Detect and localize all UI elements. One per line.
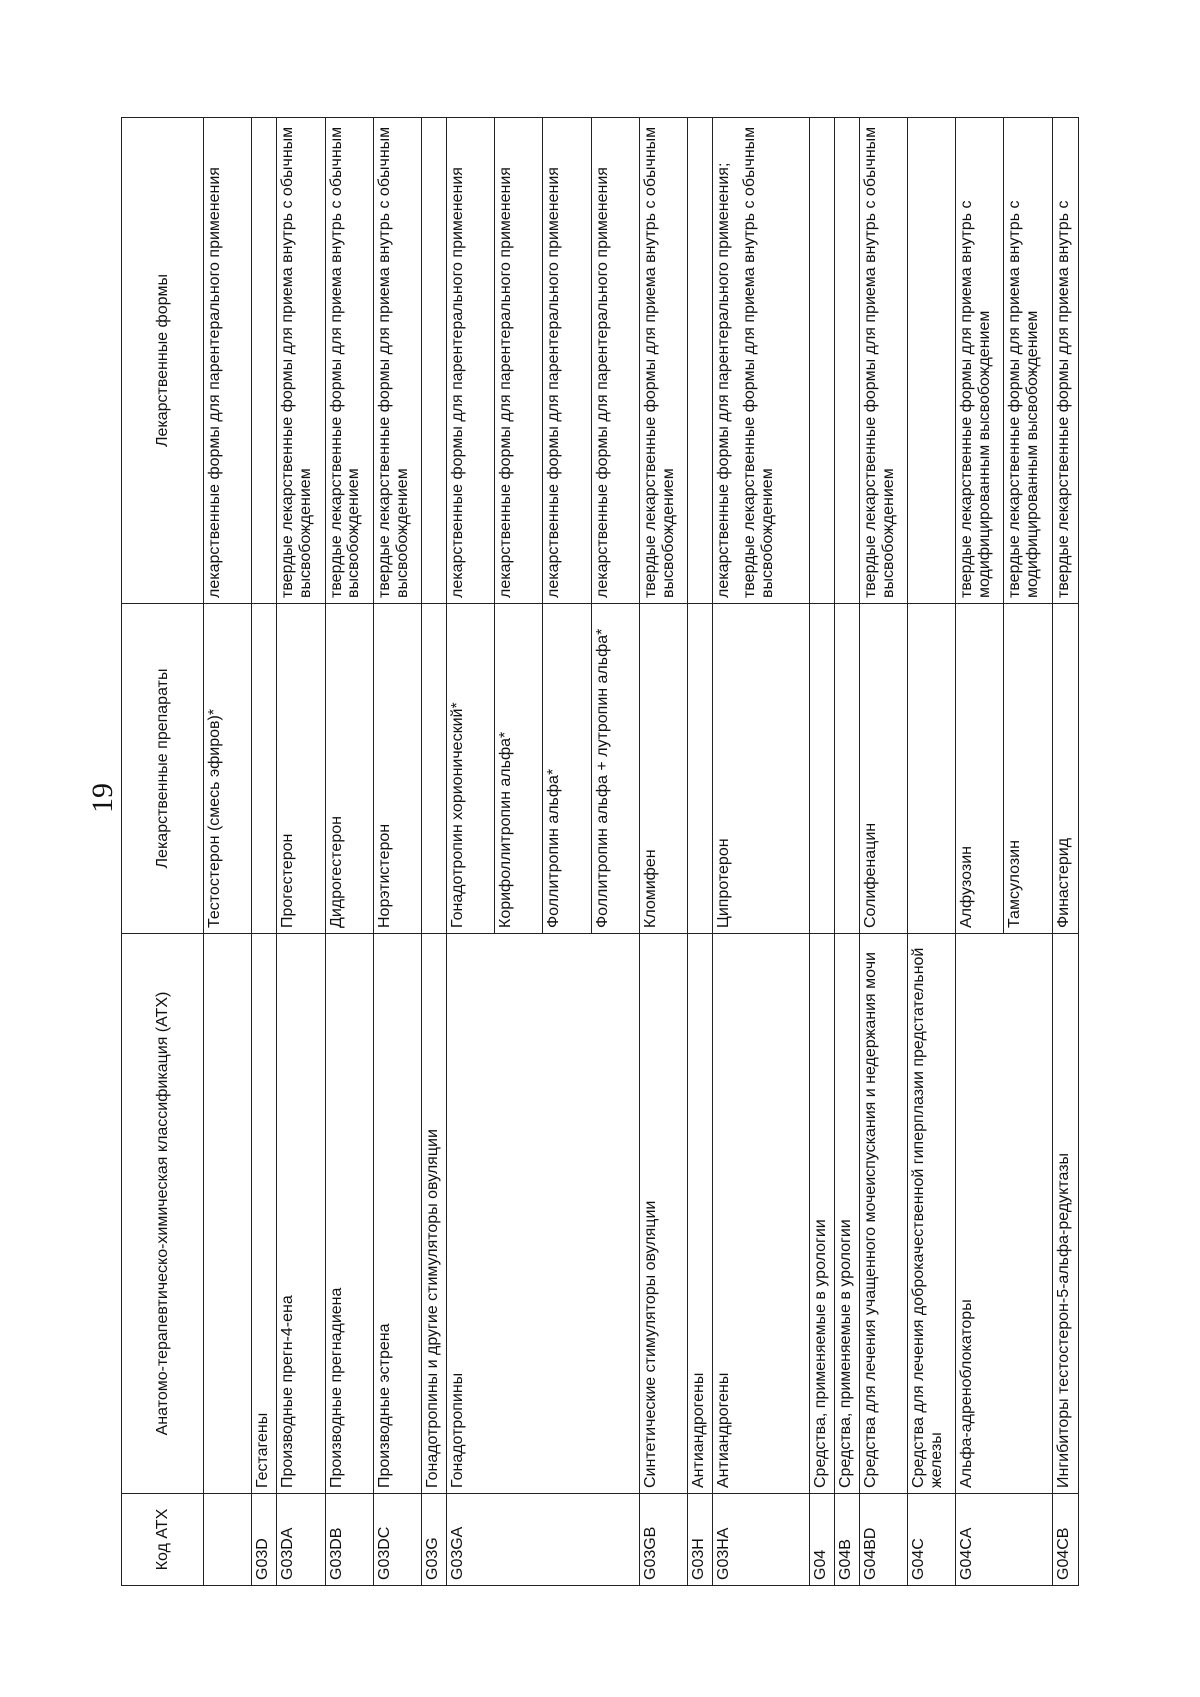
cell-form: лекарственные формы для парентерального применения	[495, 118, 543, 604]
cell-code	[204, 1494, 252, 1586]
cell-code: G03HA	[713, 1494, 809, 1586]
cell-code: G03DA	[277, 1494, 325, 1586]
cell-form: лекарственные формы для парентерального применения	[591, 118, 639, 604]
table-row	[688, 118, 713, 1586]
cell-form: лекарственные формы для парентерального применения	[543, 118, 591, 604]
table-row	[252, 118, 277, 1586]
cell-code: G03H	[688, 1494, 713, 1586]
cell-form	[907, 118, 955, 604]
cell-form-multi	[713, 118, 809, 604]
cell-code: G03GA	[447, 1494, 640, 1586]
cell-form-part-1: лекарственные формы для парентерального применения;	[715, 162, 733, 598]
drug-table	[121, 117, 1079, 1586]
cell-form: твердые лекарственные формы для приема внутрь с обычным высвобождением	[373, 118, 421, 604]
cell-atc: Производные прегн-4-ена	[277, 934, 325, 1494]
cell-form	[688, 118, 713, 604]
cell-atc: Средства, применяемые в урологии	[834, 934, 859, 1494]
cell-form	[421, 118, 446, 604]
cell-drug: Фоллитропин альфа*	[543, 604, 591, 934]
cell-code: G04B	[834, 1494, 859, 1586]
cell-code: G03D	[252, 1494, 277, 1586]
cell-atc: Средства для лечения учащенного мочеиспускания и недержания мочи	[859, 934, 907, 1494]
table-row	[277, 118, 325, 1586]
cell-atc: Средства, применяемые в урологии	[809, 934, 834, 1494]
cell-drug: Фоллитропин альфа + лутропин альфа*	[591, 604, 639, 934]
cell-code: G03G	[421, 1494, 446, 1586]
cell-atc: Антиандрогены	[688, 934, 713, 1494]
cell-drug: Солифенацин	[859, 604, 907, 934]
cell-form: лекарственные формы для парентерального применения	[447, 118, 495, 604]
cell-atc: Синтетические стимуляторы овуляции	[639, 934, 687, 1494]
cell-code: G03DC	[373, 1494, 421, 1586]
table-row	[373, 118, 421, 1586]
cell-code: G04C	[907, 1494, 955, 1586]
cell-drug	[907, 604, 955, 934]
table-row	[325, 118, 373, 1586]
cell-form: лекарственные формы для парентерального применения	[204, 118, 252, 604]
cell-atc: Гонадотропины	[447, 934, 640, 1494]
cell-atc: Средства для лечения доброкачественной гиперплазии предстательной железы	[907, 934, 955, 1494]
cell-code: G03GB	[639, 1494, 687, 1586]
cell-drug	[252, 604, 277, 934]
table-row	[639, 118, 687, 1586]
cell-code: G03DB	[325, 1494, 373, 1586]
cell-drug: Норэтистерон	[373, 604, 421, 934]
header-atc: Анатомо-терапевтическо-химическая классификация (АТХ)	[122, 934, 204, 1494]
table-row	[956, 118, 1004, 1586]
cell-code: G04CA	[956, 1494, 1052, 1586]
table-row	[859, 118, 907, 1586]
cell-atc: Гестагены	[252, 934, 277, 1494]
cell-form: твердые лекарственные формы для приема внутрь с обычным высвобождением	[325, 118, 373, 604]
cell-drug: Корифоллитропин альфа*	[495, 604, 543, 934]
table-row	[713, 118, 809, 1586]
drug-table-frame	[121, 118, 1079, 1586]
table-row	[421, 118, 446, 1586]
cell-atc: Производные прегнадиена	[325, 934, 373, 1494]
table-header-row	[122, 118, 204, 1586]
cell-drug	[688, 604, 713, 934]
cell-drug: Тестостерон (смесь эфиров)*	[204, 604, 252, 934]
cell-form: твердые лекарственные формы для приема внутрь с обычным высвобождением	[859, 118, 907, 604]
cell-atc	[204, 934, 252, 1494]
cell-atc: Ингибиторы тестостерон-5-альфа-редуктазы	[1052, 934, 1078, 1494]
table-row	[1052, 118, 1078, 1586]
header-drugs: Лекарственные препараты	[122, 604, 204, 934]
table-row	[447, 118, 495, 1586]
cell-drug	[834, 604, 859, 934]
cell-form	[252, 118, 277, 604]
cell-form-part-2: твердые лекарственные формы для приема внутрь с обычным высвобождением	[741, 126, 776, 598]
cell-atc: Антиандрогены	[713, 934, 809, 1494]
cell-atc: Производные эстрена	[373, 934, 421, 1494]
cell-form: твердые лекарственные формы для приема внутрь с модифицированным высвобождением	[1004, 118, 1052, 604]
cell-atc: Альфа-адреноблокаторы	[956, 934, 1052, 1494]
cell-drug: Финастерид	[1052, 604, 1078, 934]
table-row	[204, 118, 252, 1586]
cell-form	[834, 118, 859, 604]
cell-drug: Тамсулозин	[1004, 604, 1052, 934]
cell-code: G04BD	[859, 1494, 907, 1586]
cell-code: G04	[809, 1494, 834, 1586]
cell-drug: Ципротерон	[713, 604, 809, 934]
cell-form	[809, 118, 834, 604]
cell-drug: Кломифен	[639, 604, 687, 934]
cell-drug: Дидрогестерон	[325, 604, 373, 934]
cell-form: твердые лекарственные формы для приема внутрь с модифицированным высвобождением	[956, 118, 1004, 604]
cell-form: твердые лекарственные формы для приема внутрь с обычным высвобождением	[277, 118, 325, 604]
cell-drug	[421, 604, 446, 934]
cell-atc: Гонадотропины и другие стимуляторы овуляции	[421, 934, 446, 1494]
header-forms: Лекарственные формы	[122, 118, 204, 604]
header-code: Код АТХ	[122, 1494, 204, 1586]
page-number: 19	[86, 783, 119, 813]
cell-code: G04CB	[1052, 1494, 1078, 1586]
cell-form: твердые лекарственные формы для приема внутрь с обычным высвобождением	[639, 118, 687, 604]
table-row	[907, 118, 955, 1586]
cell-drug: Прогестерон	[277, 604, 325, 934]
cell-form: твердые лекарственные формы для приема внутрь с	[1052, 118, 1078, 604]
cell-drug: Алфузозин	[956, 604, 1004, 934]
cell-drug: Гонадотропин хорионический*	[447, 604, 495, 934]
cell-drug	[809, 604, 834, 934]
table-row	[834, 118, 859, 1586]
table-row	[809, 118, 834, 1586]
